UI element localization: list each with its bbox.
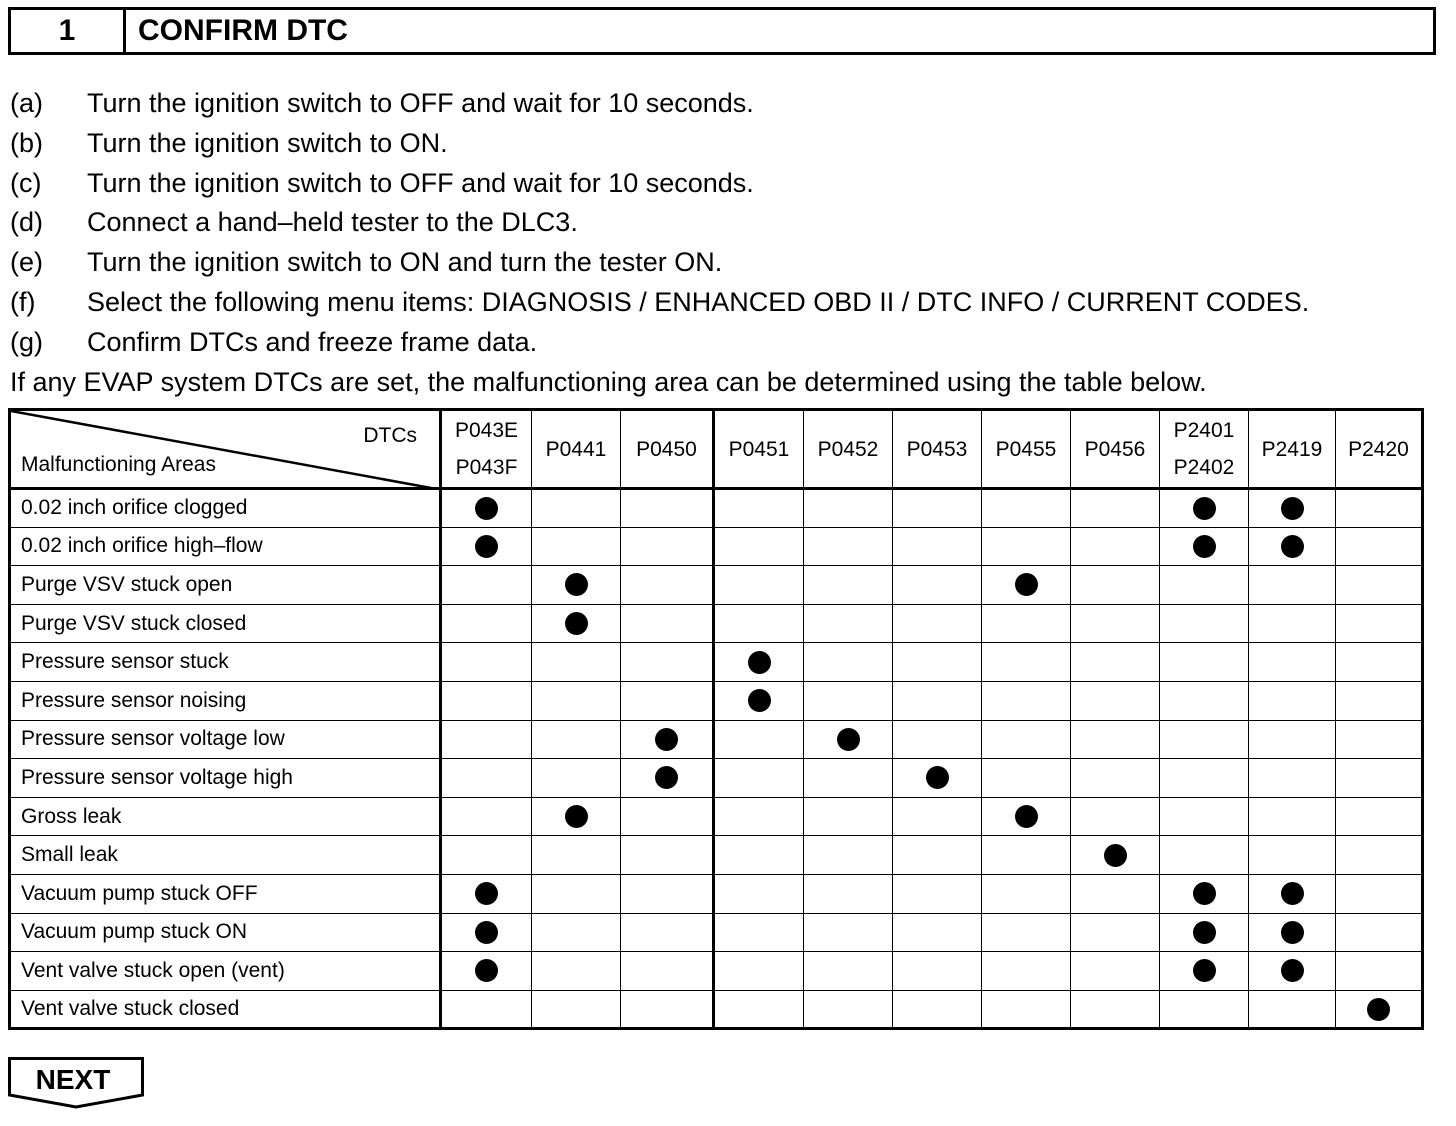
table-cell bbox=[893, 797, 982, 836]
table-cell bbox=[621, 797, 714, 836]
filled-circle-icon bbox=[655, 766, 678, 789]
table-cell bbox=[1160, 643, 1249, 682]
filled-circle-icon bbox=[475, 497, 498, 520]
table-cell bbox=[714, 836, 804, 875]
table-cell bbox=[532, 952, 621, 991]
table-cell bbox=[1071, 720, 1160, 759]
filled-circle-icon bbox=[1281, 882, 1304, 905]
table-cell bbox=[804, 952, 893, 991]
dtc-code: P0453 bbox=[906, 437, 968, 461]
table-cell bbox=[714, 797, 804, 836]
table-cell bbox=[1336, 913, 1423, 952]
instructions bbox=[10, 84, 1450, 402]
table-cell bbox=[1336, 797, 1423, 836]
table-cell bbox=[621, 527, 714, 566]
malfunction-area: Pressure sensor noising bbox=[10, 681, 441, 720]
table-cell bbox=[1071, 566, 1160, 605]
table-cell bbox=[804, 836, 893, 875]
table-cell bbox=[1249, 913, 1336, 952]
table-cell bbox=[1249, 527, 1336, 566]
table-body bbox=[10, 489, 1423, 1029]
table-cell bbox=[1160, 720, 1249, 759]
table-cell bbox=[532, 759, 621, 798]
table-cell bbox=[804, 990, 893, 1029]
instruction-item bbox=[10, 84, 1450, 124]
table-cell bbox=[441, 797, 532, 836]
step-number: 1 bbox=[11, 10, 126, 52]
table-cell bbox=[804, 874, 893, 913]
instruction-list bbox=[10, 84, 1450, 363]
instruction-text: Turn the ignition switch to OFF and wait for 10 seconds. bbox=[87, 88, 754, 118]
table-cell bbox=[982, 566, 1071, 605]
dtc-column-header bbox=[893, 410, 982, 489]
table-cell bbox=[1249, 759, 1336, 798]
table-cell bbox=[1336, 720, 1423, 759]
table-cell bbox=[982, 990, 1071, 1029]
filled-circle-icon bbox=[565, 573, 588, 596]
table-cell bbox=[1160, 913, 1249, 952]
filled-circle-icon bbox=[1015, 805, 1038, 828]
table-cell bbox=[893, 489, 982, 528]
instruction-label: (e) bbox=[10, 247, 43, 278]
filled-circle-icon bbox=[655, 728, 678, 751]
table-cell bbox=[893, 604, 982, 643]
table-cell bbox=[532, 874, 621, 913]
filled-circle-icon bbox=[475, 959, 498, 982]
table-row bbox=[10, 720, 1423, 759]
table-cell bbox=[1336, 489, 1423, 528]
malfunction-area: Vacuum pump stuck ON bbox=[10, 913, 441, 952]
table-cell bbox=[1071, 489, 1160, 528]
table-cell bbox=[1071, 874, 1160, 913]
table-cell bbox=[982, 489, 1071, 528]
table-cell bbox=[441, 836, 532, 875]
table-cell bbox=[621, 489, 714, 528]
filled-circle-icon bbox=[475, 535, 498, 558]
table-header-row bbox=[10, 410, 1423, 489]
instruction-item bbox=[10, 203, 1450, 243]
table-cell bbox=[714, 566, 804, 605]
table-cell bbox=[1160, 489, 1249, 528]
table-cell bbox=[1249, 952, 1336, 991]
table-cell bbox=[1071, 836, 1160, 875]
table-cell bbox=[1336, 604, 1423, 643]
next-button[interactable] bbox=[8, 1057, 144, 1109]
filled-circle-icon bbox=[565, 612, 588, 635]
table-cell bbox=[982, 604, 1071, 643]
table-cell bbox=[982, 952, 1071, 991]
table-cell bbox=[532, 720, 621, 759]
table-cell bbox=[441, 681, 532, 720]
instruction-text: Connect a hand–held tester to the DLC3. bbox=[87, 207, 578, 238]
instruction-text: Turn the ignition switch to ON. bbox=[87, 127, 448, 158]
table-cell bbox=[982, 720, 1071, 759]
table-cell bbox=[982, 836, 1071, 875]
table-cell bbox=[1160, 759, 1249, 798]
table-cell bbox=[714, 913, 804, 952]
table-cell bbox=[441, 990, 532, 1029]
table-cell bbox=[804, 604, 893, 643]
table-cell bbox=[714, 952, 804, 991]
table-cell bbox=[532, 527, 621, 566]
dtc-column-header bbox=[621, 410, 714, 489]
dtc-column-header bbox=[1071, 410, 1160, 489]
dtc-code: P0441 bbox=[545, 437, 607, 461]
dtc-column-header bbox=[1160, 410, 1249, 489]
table-cell bbox=[804, 643, 893, 682]
table-cell bbox=[441, 913, 532, 952]
table-cell bbox=[714, 489, 804, 528]
table-cell bbox=[621, 720, 714, 759]
table-cell bbox=[1071, 913, 1160, 952]
filled-circle-icon bbox=[1015, 573, 1038, 596]
corner-dtcs-label: DTCs bbox=[363, 424, 417, 447]
table-cell bbox=[1071, 681, 1160, 720]
table-cell bbox=[893, 913, 982, 952]
table-cell bbox=[1336, 874, 1423, 913]
instruction-item bbox=[10, 124, 1450, 164]
instruction-label: (f) bbox=[10, 286, 36, 317]
table-cell bbox=[1071, 527, 1160, 566]
table-cell bbox=[1160, 952, 1249, 991]
table-cell bbox=[1160, 836, 1249, 875]
malfunction-area: 0.02 inch orifice clogged bbox=[10, 489, 441, 528]
table-cell bbox=[1249, 489, 1336, 528]
filled-circle-icon bbox=[748, 651, 771, 674]
table-cell bbox=[1160, 990, 1249, 1029]
table-cell bbox=[714, 720, 804, 759]
malfunction-area: Pressure sensor voltage low bbox=[10, 720, 441, 759]
step-title: CONFIRM DTC bbox=[138, 14, 348, 47]
table-cell bbox=[532, 604, 621, 643]
instruction-text: Turn the ignition switch to OFF and wait for 10 seconds. bbox=[87, 167, 754, 198]
table-cell bbox=[1249, 604, 1336, 643]
next-button-label: NEXT bbox=[35, 1064, 111, 1095]
filled-circle-icon bbox=[475, 882, 498, 905]
filled-circle-icon bbox=[1193, 497, 1216, 520]
table-cell bbox=[1071, 604, 1160, 643]
table-cell bbox=[621, 643, 714, 682]
table-cell bbox=[893, 527, 982, 566]
table-cell bbox=[1071, 759, 1160, 798]
dtc-column-header bbox=[714, 410, 804, 489]
table-cell bbox=[441, 527, 532, 566]
instruction-item bbox=[10, 243, 1450, 283]
filled-circle-icon bbox=[1281, 959, 1304, 982]
filled-circle-icon bbox=[1104, 844, 1127, 867]
dtc-code: P0455 bbox=[995, 437, 1057, 461]
table-cell bbox=[893, 952, 982, 991]
table-cell bbox=[1160, 566, 1249, 605]
table-row bbox=[10, 489, 1423, 528]
malfunction-area: Pressure sensor stuck bbox=[10, 643, 441, 682]
table-cell bbox=[804, 720, 893, 759]
table-cell bbox=[441, 643, 532, 682]
table-cell bbox=[1336, 990, 1423, 1029]
table-row bbox=[10, 681, 1423, 720]
table-cell bbox=[1336, 566, 1423, 605]
table-cell bbox=[893, 874, 982, 913]
filled-circle-icon bbox=[1281, 921, 1304, 944]
dtc-code: P2401 bbox=[1173, 419, 1235, 442]
table-cell bbox=[1160, 874, 1249, 913]
table-cell bbox=[1249, 681, 1336, 720]
instruction-text: Select the following menu items: DIAGNOSIS / ENHANCED OBD II / DTC INFO / CURRENT CODES. bbox=[87, 286, 1310, 317]
dtc-column-header bbox=[1336, 410, 1423, 489]
dtc-column-header bbox=[1249, 410, 1336, 489]
table-cell bbox=[893, 566, 982, 605]
table-row bbox=[10, 604, 1423, 643]
dtc-column-header bbox=[441, 410, 532, 489]
table-cell bbox=[982, 681, 1071, 720]
instruction-item bbox=[10, 164, 1450, 204]
dtc-code: P2419 bbox=[1261, 437, 1323, 461]
table-cell bbox=[1249, 720, 1336, 759]
table-row bbox=[10, 797, 1423, 836]
table-cell bbox=[532, 797, 621, 836]
table-cell bbox=[441, 566, 532, 605]
table-row bbox=[10, 836, 1423, 875]
table-cell bbox=[714, 681, 804, 720]
table-cell bbox=[714, 874, 804, 913]
dtc-code: P0452 bbox=[817, 437, 879, 461]
table-cell bbox=[1160, 797, 1249, 836]
filled-circle-icon bbox=[1193, 959, 1216, 982]
filled-circle-icon bbox=[1281, 535, 1304, 558]
dtc-code: P043E bbox=[454, 419, 519, 442]
table-cell bbox=[714, 759, 804, 798]
filled-circle-icon bbox=[748, 689, 771, 712]
table-cell bbox=[621, 681, 714, 720]
table-cell bbox=[804, 527, 893, 566]
table-cell bbox=[621, 913, 714, 952]
table-cell bbox=[804, 797, 893, 836]
table-cell bbox=[1336, 759, 1423, 798]
table-cell bbox=[982, 913, 1071, 952]
dtc-code: P0450 bbox=[636, 437, 697, 461]
table-cell bbox=[621, 952, 714, 991]
step-header bbox=[8, 7, 1436, 55]
table-cell bbox=[621, 759, 714, 798]
dtc-column-header bbox=[532, 410, 621, 489]
table-cell bbox=[1249, 874, 1336, 913]
table-cell bbox=[532, 836, 621, 875]
table-cell bbox=[982, 759, 1071, 798]
table-cell bbox=[1249, 643, 1336, 682]
filled-circle-icon bbox=[475, 921, 498, 944]
dtc-table bbox=[8, 408, 1424, 1030]
table-cell bbox=[1160, 681, 1249, 720]
table-cell bbox=[1071, 952, 1160, 991]
table-cell bbox=[1336, 952, 1423, 991]
table-row bbox=[10, 643, 1423, 682]
table-cell bbox=[893, 836, 982, 875]
corner-header bbox=[10, 410, 441, 489]
dtc-column-header bbox=[982, 410, 1071, 489]
table-cell bbox=[1336, 681, 1423, 720]
table-cell bbox=[532, 681, 621, 720]
dtc-code: P0451 bbox=[728, 437, 790, 461]
malfunction-area: Purge VSV stuck closed bbox=[10, 604, 441, 643]
table-cell bbox=[982, 874, 1071, 913]
filled-circle-icon bbox=[1193, 882, 1216, 905]
table-cell bbox=[532, 913, 621, 952]
table-cell bbox=[804, 681, 893, 720]
table-cell bbox=[621, 836, 714, 875]
malfunction-area: Pressure sensor voltage high bbox=[10, 759, 441, 798]
filled-circle-icon bbox=[926, 766, 949, 789]
table-row bbox=[10, 952, 1423, 991]
table-cell bbox=[714, 643, 804, 682]
instruction-label: (c) bbox=[10, 167, 42, 198]
instruction-text: Confirm DTCs and freeze frame data. bbox=[87, 326, 538, 357]
malfunction-area: Gross leak bbox=[10, 797, 441, 836]
malfunction-area: Purge VSV stuck open bbox=[10, 566, 441, 605]
table-cell bbox=[1336, 836, 1423, 875]
instruction-label: (d) bbox=[10, 207, 43, 238]
dtc-code: P2402 bbox=[1173, 456, 1235, 479]
table-cell bbox=[714, 604, 804, 643]
table-cell bbox=[1071, 990, 1160, 1029]
instruction-label: (b) bbox=[10, 127, 43, 158]
filled-circle-icon bbox=[1193, 921, 1216, 944]
table-cell bbox=[1336, 527, 1423, 566]
instruction-item bbox=[10, 323, 1450, 363]
instruction-label: (a) bbox=[10, 88, 43, 118]
table-row bbox=[10, 990, 1423, 1029]
table-note: If any EVAP system DTCs are set, the malfunctioning area can be determined using the table below. bbox=[10, 366, 1207, 397]
corner-areas-label: Malfunctioning Areas bbox=[21, 453, 216, 476]
table-cell bbox=[441, 952, 532, 991]
table-cell bbox=[804, 759, 893, 798]
table-row bbox=[10, 874, 1423, 913]
table-cell bbox=[621, 566, 714, 605]
table-cell bbox=[441, 874, 532, 913]
malfunction-area: 0.02 inch orifice high–flow bbox=[10, 527, 441, 566]
table-cell bbox=[1160, 604, 1249, 643]
table-cell bbox=[1071, 643, 1160, 682]
table-cell bbox=[982, 797, 1071, 836]
table-cell bbox=[804, 913, 893, 952]
table-cell bbox=[714, 990, 804, 1029]
malfunction-area: Vacuum pump stuck OFF bbox=[10, 874, 441, 913]
malfunction-area: Vent valve stuck closed bbox=[10, 990, 441, 1029]
table-cell bbox=[893, 990, 982, 1029]
filled-circle-icon bbox=[1193, 535, 1216, 558]
table-cell bbox=[441, 720, 532, 759]
instruction-item bbox=[10, 283, 1450, 323]
filled-circle-icon bbox=[837, 728, 860, 751]
table-cell bbox=[532, 489, 621, 528]
table-cell bbox=[1249, 566, 1336, 605]
malfunction-area: Vent valve stuck open (vent) bbox=[10, 952, 441, 991]
dtc-code: P043F bbox=[455, 456, 518, 479]
table-cell bbox=[804, 489, 893, 528]
filled-circle-icon bbox=[1281, 497, 1304, 520]
table-cell bbox=[441, 759, 532, 798]
filled-circle-icon bbox=[565, 805, 588, 828]
instruction-text: Turn the ignition switch to ON and turn the tester ON. bbox=[87, 247, 723, 278]
table-cell bbox=[1249, 797, 1336, 836]
dtc-code: P0456 bbox=[1084, 437, 1146, 461]
table-row bbox=[10, 527, 1423, 566]
dtc-column-header bbox=[804, 410, 893, 489]
table-row bbox=[10, 759, 1423, 798]
table-cell bbox=[1071, 797, 1160, 836]
table-cell bbox=[1249, 990, 1336, 1029]
table-cell bbox=[1160, 527, 1249, 566]
malfunction-area: Small leak bbox=[10, 836, 441, 875]
table-row bbox=[10, 913, 1423, 952]
table-cell bbox=[982, 643, 1071, 682]
table-cell bbox=[893, 759, 982, 798]
dtc-code: P2420 bbox=[1348, 437, 1409, 461]
table-cell bbox=[714, 527, 804, 566]
filled-circle-icon bbox=[1367, 998, 1390, 1021]
table-cell bbox=[1249, 836, 1336, 875]
table-cell bbox=[893, 681, 982, 720]
table-cell bbox=[1336, 643, 1423, 682]
table-cell bbox=[532, 643, 621, 682]
instruction-label: (g) bbox=[10, 326, 43, 357]
table-cell bbox=[893, 643, 982, 682]
table-cell bbox=[532, 990, 621, 1029]
table-cell bbox=[532, 566, 621, 605]
table-cell bbox=[621, 874, 714, 913]
table-cell bbox=[621, 990, 714, 1029]
table-cell bbox=[893, 720, 982, 759]
table-row bbox=[10, 566, 1423, 605]
table-cell bbox=[441, 489, 532, 528]
table-cell bbox=[982, 527, 1071, 566]
table-cell bbox=[441, 604, 532, 643]
table-cell bbox=[621, 604, 714, 643]
table-cell bbox=[804, 566, 893, 605]
